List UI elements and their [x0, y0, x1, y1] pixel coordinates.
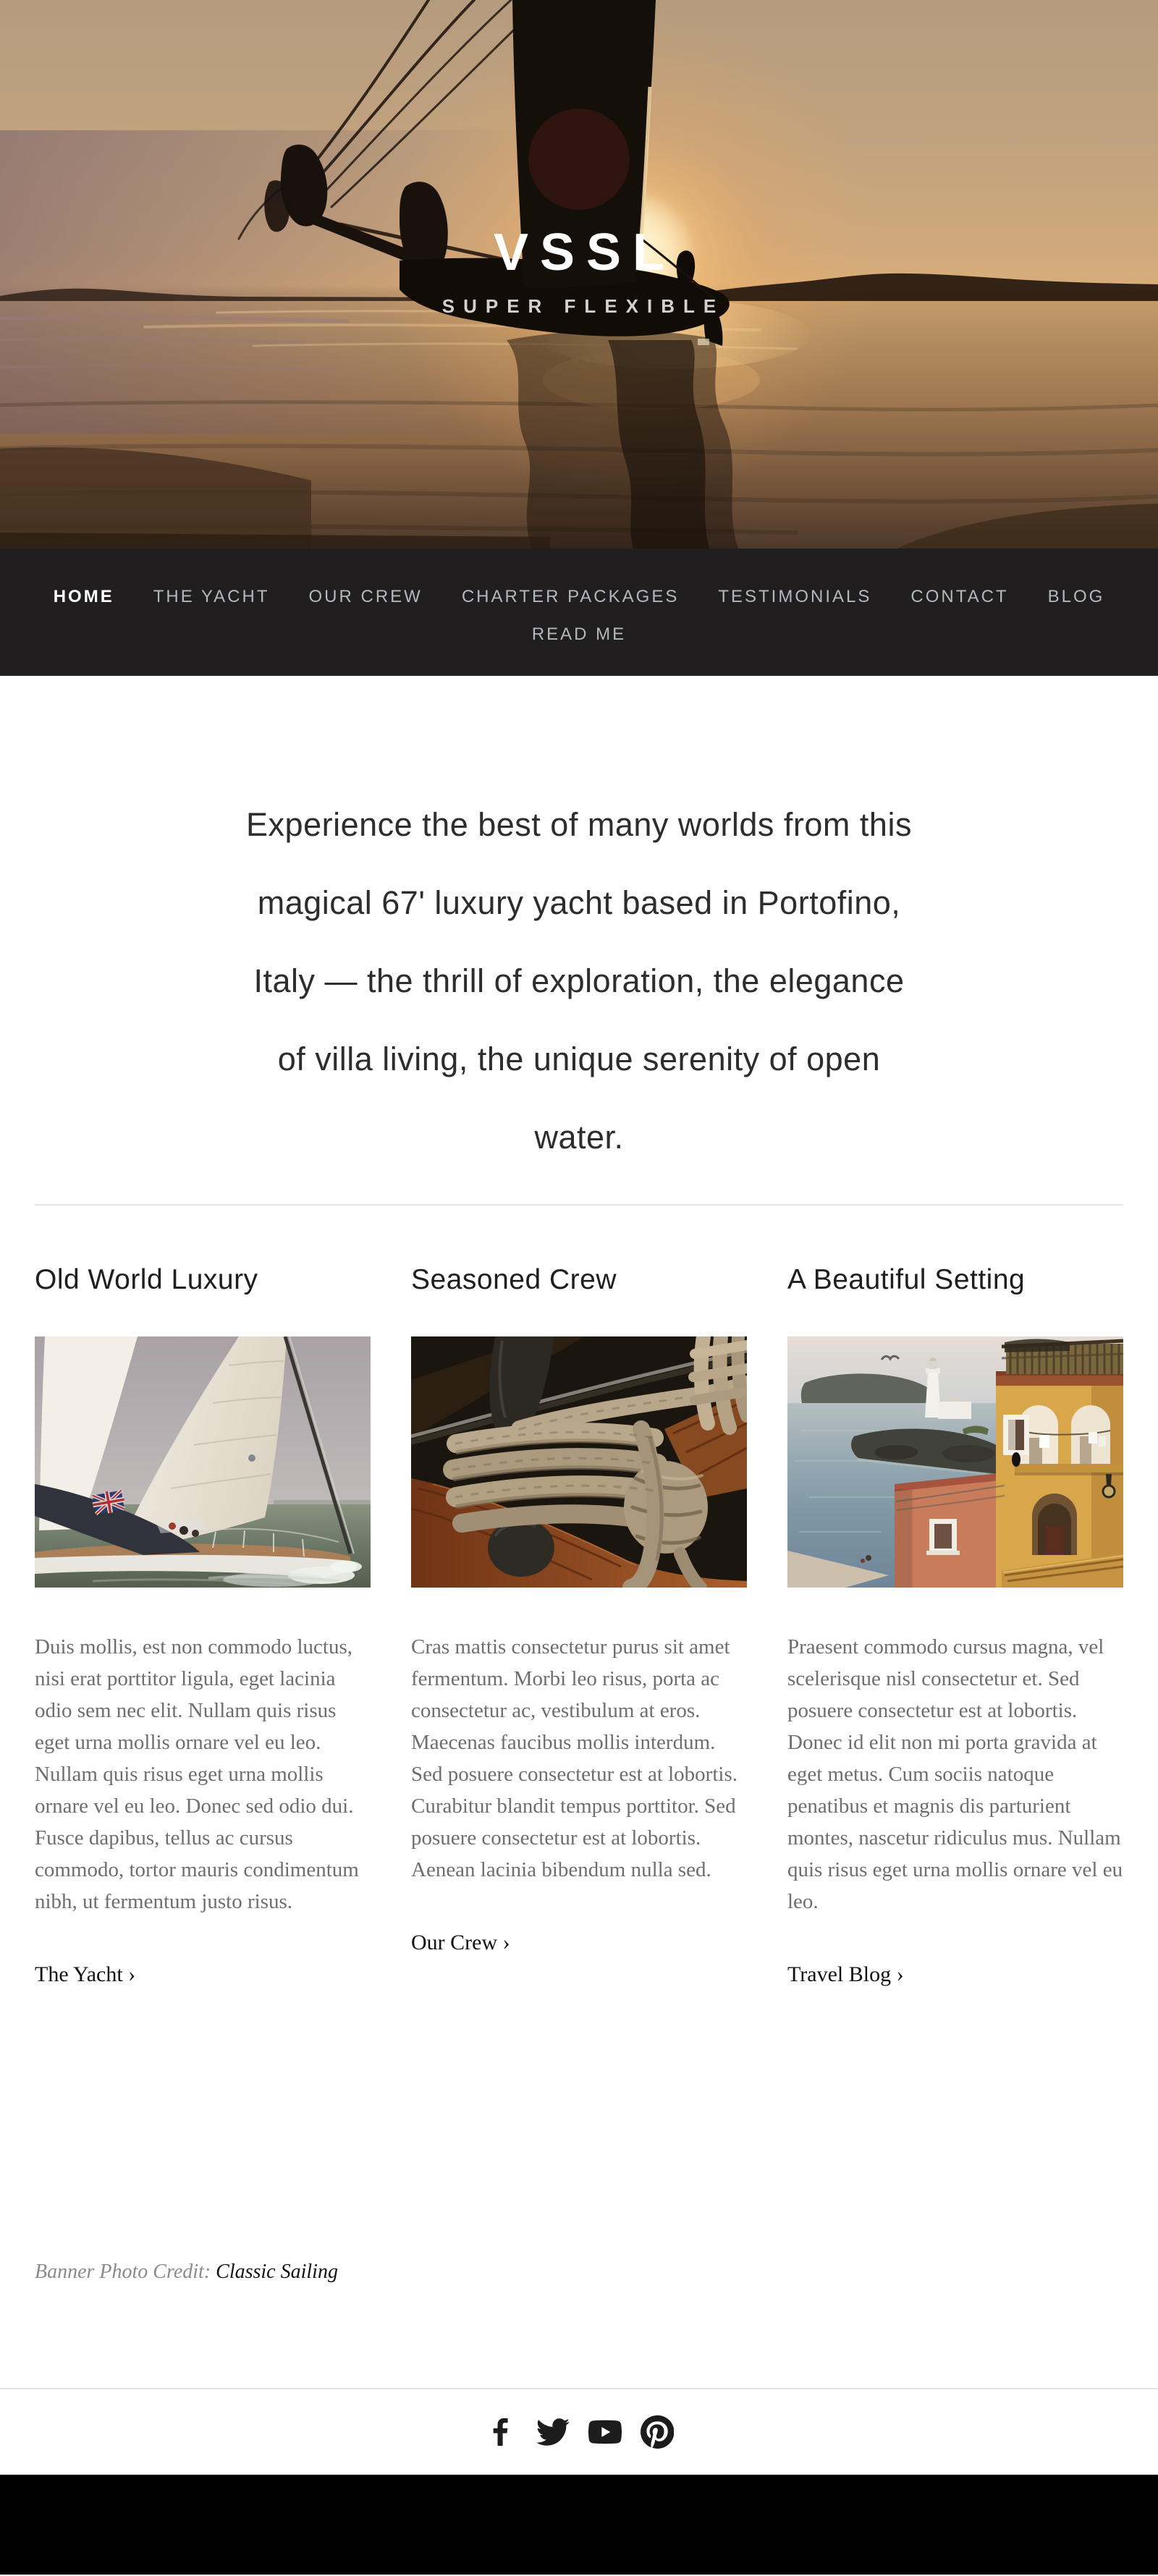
- feature-columns: [35, 1262, 1123, 1991]
- nav-item-our-crew[interactable]: OUR CREW: [308, 587, 423, 606]
- hero-banner: [0, 0, 1158, 548]
- the-yacht-link[interactable]: The Yacht ›: [35, 1962, 136, 1986]
- coastal-village-photo: [787, 1336, 1123, 1588]
- section-divider: [35, 1204, 1123, 1206]
- main-nav: [0, 548, 1158, 676]
- facebook-icon[interactable]: [484, 2415, 517, 2449]
- pinterest-icon[interactable]: [641, 2415, 674, 2449]
- intro-line: Italy — the thrill of exploration, the elegance: [253, 962, 905, 999]
- intro-line: Experience the best of many worlds from this: [246, 806, 912, 843]
- intro-line: water.: [534, 1119, 624, 1156]
- column-body: Cras mattis consectetur purus sit amet fermentum. Morbi leo risus, porta ac consectetur ac, vestibulum at eros. Maecenas faucibus mollis interdum. Sed posuere consectetur est at lobortis. Curabitur blandit tempus porttitor. Sed posuere consectetur est at lobortis. Aenean lacinia bibendum nulla sed.: [411, 1635, 738, 1881]
- sailing-yacht-photo: [35, 1336, 371, 1588]
- feature-column-setting: [787, 1262, 1123, 1991]
- rope-knot-photo: [411, 1336, 747, 1588]
- travel-blog-link[interactable]: Travel Blog ›: [787, 1962, 904, 1986]
- site-logo[interactable]: VSSL: [493, 224, 677, 281]
- intro-statement: [94, 786, 1064, 1177]
- youtube-icon[interactable]: [588, 2415, 622, 2449]
- nav-secondary-row: [35, 624, 1123, 645]
- credit-prefix: Banner Photo Credit:: [35, 2261, 216, 2283]
- feature-column-crew: [411, 1262, 747, 1959]
- classic-sailing-link[interactable]: Classic Sailing: [216, 2261, 338, 2283]
- site-tagline: SUPER FLEXIBLE: [441, 295, 725, 317]
- nav-item-contact[interactable]: CONTACT: [910, 587, 1009, 606]
- column-body: Praesent commodo cursus magna, vel scelerisque nisl consectetur et. Sed posuere consectetur est at lobortis. Donec id elit non mi porta gravida at eget metus. Cum sociis natoque penatibus et magnis dis parturient montes, nascetur ridiculus mus. Nullam quis risus eget urna mollis ornare vel eu leo.: [787, 1635, 1123, 1913]
- nav-item-charter-packages[interactable]: CHARTER PACKAGES: [461, 587, 680, 606]
- nav-item-the-yacht[interactable]: THE YACHT: [153, 587, 270, 606]
- nav-item-blog[interactable]: BLOG: [1047, 587, 1105, 606]
- intro-line: of villa living, the unique serenity of open: [277, 1041, 881, 1077]
- column-heading: Old World Luxury: [35, 1264, 258, 1295]
- column-body: Duis mollis, est non commodo luctus, nisi erat porttitor ligula, eget lacinia odio sem nec elit. Nullam quis risus eget urna mollis ornare vel eu leo. Nullam quis risus eget urna mollis ornare vel eu leo. Donec sed odio dui. Fusce dapibus, tellus ac cursus commodo, tortor mauris condimentum nibh, ut fermentum justo risus.: [35, 1635, 359, 1913]
- footer-social-bar: [0, 2388, 1158, 2475]
- column-heading: A Beautiful Setting: [787, 1264, 1026, 1295]
- banner-photo-credit: [35, 2256, 1123, 2288]
- our-crew-link[interactable]: Our Crew ›: [411, 1931, 510, 1954]
- twitter-icon[interactable]: [536, 2415, 570, 2449]
- feature-column-yacht: [35, 1262, 371, 1991]
- main-content: [0, 786, 1158, 2388]
- column-heading: Seasoned Crew: [411, 1264, 617, 1295]
- nav-item-home[interactable]: HOME: [53, 587, 114, 606]
- nav-item-testimonials[interactable]: TESTIMONIALS: [718, 587, 872, 606]
- nav-item-read-me[interactable]: READ ME: [531, 624, 627, 644]
- footer-bottom-bar: [0, 2475, 1158, 2575]
- nav-primary-row: [35, 586, 1123, 608]
- intro-line: magical 67' luxury yacht based in Portofino,: [257, 884, 901, 921]
